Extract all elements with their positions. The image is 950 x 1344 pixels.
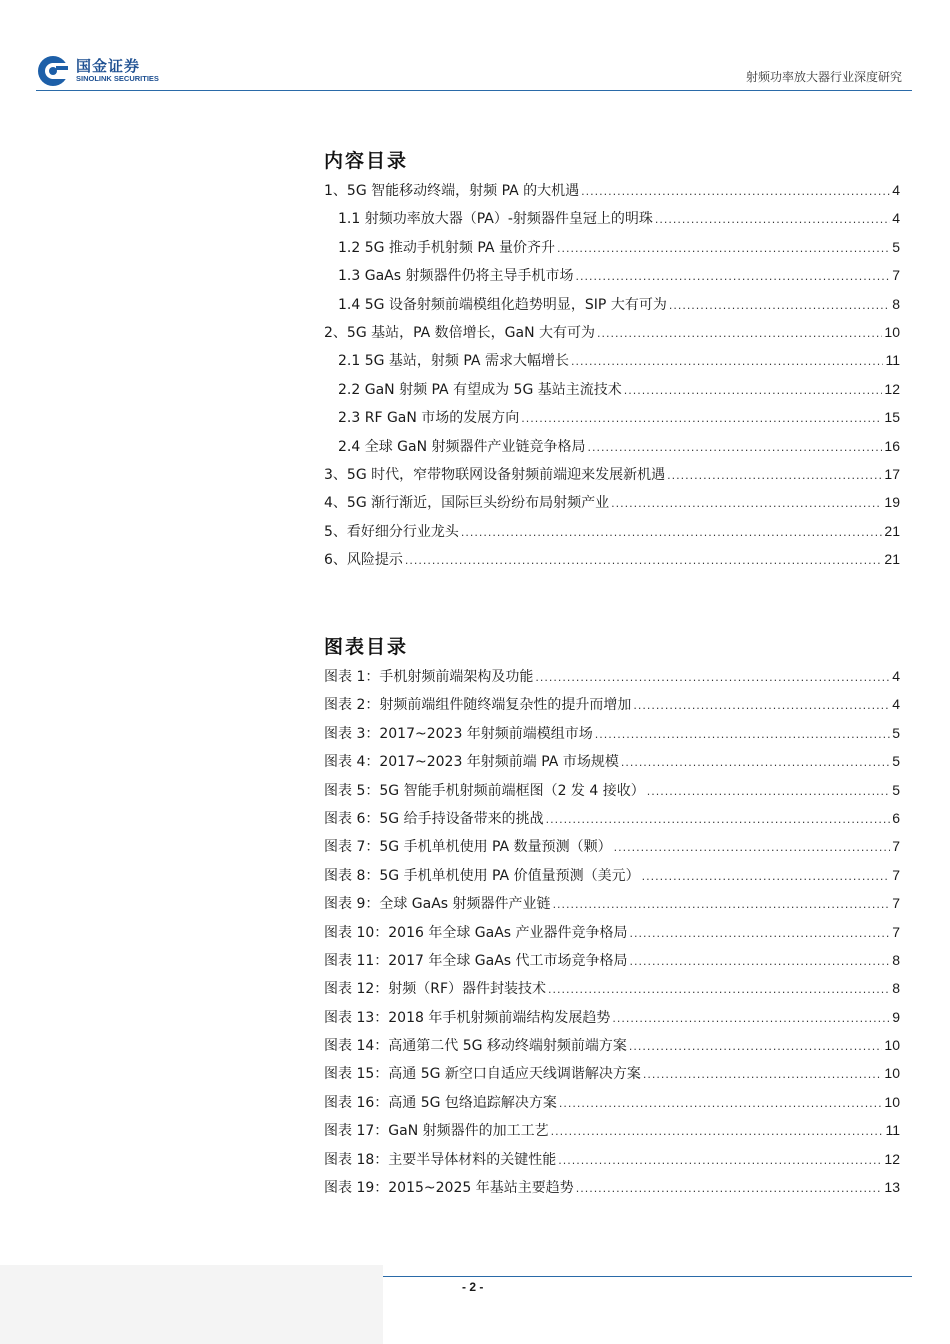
figure-entry-label: 图表 14：高通第二代 5G 移动终端射频前端方案 [324,1038,627,1055]
figure-entry-page: 7 [892,866,900,883]
toc-entry[interactable] [324,180,900,208]
dot-leader [647,785,890,798]
dot-leader [558,1154,882,1167]
toc-entry-label: 1、5G 智能移动终端，射频 PA 的大机遇 [324,183,580,199]
toc-entry[interactable] [324,208,900,236]
toc-entry-label: 1.1 射频功率放大器（PA）-射频器件皇冠上的明珠 [338,211,653,228]
dot-leader [588,441,883,454]
page-number: - 2 - [462,1280,484,1294]
toc-entry-page: 21 [884,551,900,568]
figure-entry[interactable] [324,836,900,864]
toc-entry-label: 2.4 全球 GaN 射频器件产业链竞争格局 [338,438,586,455]
figure-entry-page: 8 [892,951,900,968]
figure-entry-page: 6 [892,809,900,826]
dot-leader [630,927,891,940]
dot-leader [575,270,890,283]
list-of-figures [324,666,900,1205]
dot-leader [546,813,891,826]
toc-entry[interactable] [324,521,900,549]
dot-leader [551,1125,884,1138]
figure-entry-label: 图表 19：2015~2025 年基站主要趋势 [324,1180,574,1197]
dot-leader [535,671,890,684]
figure-entry-label: 图表 15：高通 5G 新空口自适应天线调谐解决方案 [324,1066,641,1083]
toc-entry-label: 3、5G 时代，窄带物联网设备射频前端迎来发展新机遇 [324,466,666,483]
figure-entry-page: 5 [892,781,900,798]
toc-entry-page: 10 [884,323,900,340]
figure-entry-label: 图表 2：射频前端组件随终端复杂性的提升而增加 [324,697,632,714]
figure-entry-label: 图表 13：2018 年手机射频前端结构发展趋势 [324,1009,611,1026]
toc-entry[interactable] [324,350,900,378]
dot-leader [612,1012,890,1025]
dot-leader [521,412,882,425]
toc-entry-page: 17 [884,465,900,482]
dot-leader [642,870,891,883]
figure-entry[interactable] [324,694,900,722]
toc-entry[interactable] [324,322,900,350]
dot-leader [559,1097,883,1110]
figure-entry[interactable] [324,1035,900,1063]
figure-entry-label: 图表 6：5G 给手持设备带来的挑战 [324,810,544,827]
figure-entry-page: 7 [892,923,900,940]
figure-entry[interactable] [324,751,900,779]
figure-entry-page: 5 [892,753,900,770]
toc-entry[interactable] [324,492,900,520]
toc-entry[interactable] [324,407,900,435]
toc-entry-page: 16 [884,437,900,454]
figure-entry[interactable] [324,1063,900,1091]
dot-leader [655,213,890,226]
dot-leader [553,898,891,911]
dot-leader [461,526,883,539]
toc-entry-label: 2.2 GaN 射频 PA 有望成为 5G 基站主流技术 [338,381,622,398]
figure-entry-label: 图表 5：5G 智能手机射频前端框图（2 发 4 接收） [324,782,645,799]
toc-entry-label: 2、5G 基站，PA 数倍增长，GaN 大有可为 [324,324,596,341]
figure-entry-page: 7 [892,895,900,912]
toc-entry-label: 1.3 GaAs 射频器件仍将主导手机市场 [338,268,574,285]
figure-entry-label: 图表 7：5G 手机单机使用 PA 数量预测（颗） [324,839,612,856]
figure-entry[interactable] [324,978,900,1006]
figure-entry-page: 8 [892,980,900,997]
figure-entry-page: 10 [884,1093,900,1110]
toc-entry-page: 4 [892,210,900,227]
figure-entry[interactable] [324,1149,900,1177]
figure-entry[interactable] [324,865,900,893]
report-title: 射频功率放大器行业深度研究 [745,70,902,84]
figure-entry[interactable] [324,950,900,978]
figure-entry-page: 11 [885,1122,900,1139]
toc-entry-page: 7 [892,267,900,284]
figure-entry-page: 4 [892,668,900,684]
figure-entry-page: 12 [884,1150,900,1167]
dot-leader [611,497,882,510]
toc-entry-page: 11 [885,352,900,369]
figure-entry-label: 图表 17：GaN 射频器件的加工工艺 [324,1123,549,1140]
figure-entry[interactable] [324,780,900,808]
toc-entry[interactable] [324,436,900,464]
dot-leader [621,756,890,769]
figure-entry-label: 图表 18：主要半导体材料的关键性能 [324,1151,557,1168]
dot-leader [571,355,884,368]
toc-entry-page: 4 [892,182,900,198]
dot-leader [629,1040,883,1053]
figure-entry[interactable] [324,1007,900,1035]
toc-entry-label: 4、5G 渐行渐近，国际巨头纷纷布局射频产业 [324,495,610,512]
footer-shade [0,1265,383,1344]
figure-entry[interactable] [324,1120,900,1148]
toc-entry[interactable] [324,549,900,577]
toc-entry-page: 21 [884,522,900,539]
logo-mark-icon [36,54,70,88]
figure-entry[interactable] [324,1177,900,1205]
dot-leader [576,1182,883,1195]
figure-entry-page: 5 [892,724,900,741]
figure-entry-label: 图表 1：手机射频前端架构及功能 [324,669,534,685]
figures-title: 图表目录 [324,636,409,658]
figure-entry-label: 图表 8：5G 手机单机使用 PA 价值量预测（美元） [324,867,640,884]
dot-leader [595,728,890,741]
figure-entry[interactable] [324,922,900,950]
page-header [36,54,912,92]
dot-leader [633,699,890,712]
figure-entry-label: 图表 4：2017~2023 年射频前端 PA 市场规模 [324,754,619,771]
toc-entry-label: 1.4 5G 设备射频前端模组化趋势明显，SIP 大有可为 [338,296,667,313]
toc-entry-label: 2.3 RF GaN 市场的发展方向 [338,410,520,427]
figure-entry-label: 图表 10：2016 年全球 GaAs 产业器件竞争格局 [324,924,628,941]
dot-leader [548,983,890,996]
toc-entry-page: 8 [892,295,900,312]
toc-entry[interactable] [324,379,900,407]
dot-leader [597,327,882,340]
footer-divider [383,1276,912,1277]
toc-entry-page: 19 [884,494,900,511]
figure-entry-label: 图表 16：高通 5G 包络追踪解决方案 [324,1094,557,1111]
dot-leader [405,554,883,567]
dot-leader [557,242,890,255]
figure-entry-label: 图表 9：全球 GaAs 射频器件产业链 [324,896,551,913]
dot-leader [669,299,890,312]
logo-chinese-name: 国金证券 [76,57,141,75]
toc-entry[interactable] [324,294,900,322]
toc-entry-page: 12 [884,380,900,397]
figure-entry[interactable] [324,893,900,921]
table-of-contents [324,180,900,577]
figure-entry[interactable] [324,808,900,836]
toc-entry-page: 5 [892,238,900,255]
toc-entry-label: 6、风险提示 [324,552,403,569]
figure-entry-label: 图表 3：2017~2023 年射频前端模组市场 [324,725,593,742]
header-divider [36,90,912,91]
toc-entry-page: 15 [884,409,900,426]
dot-leader [624,384,883,397]
figure-entry[interactable] [324,1092,900,1120]
figure-entry[interactable] [324,666,900,694]
figure-entry-page: 10 [884,1065,900,1082]
figure-entry-page: 4 [892,696,900,713]
toc-entry-label: 2.1 5G 基站，射频 PA 需求大幅增长 [338,353,569,370]
figure-entry-page: 13 [884,1179,900,1196]
figure-entry-page: 10 [884,1037,900,1054]
dot-leader [667,469,882,482]
toc-entry[interactable] [324,265,900,293]
figure-entry-page: 9 [892,1008,900,1025]
toc-entry-label: 5、看好细分行业龙头 [324,523,459,540]
dot-leader [614,841,891,854]
dot-leader [643,1068,883,1081]
toc-entry-label: 1.2 5G 推动手机射频 PA 量价齐升 [338,239,555,256]
toc-entry[interactable] [324,237,900,265]
toc-title: 内容目录 [324,150,409,172]
figure-entry-label: 图表 11：2017 年全球 GaAs 代工市场竞争格局 [324,952,628,969]
company-logo [36,54,159,88]
dot-leader [581,185,890,198]
figure-entry-label: 图表 12：射频（RF）器件封装技术 [324,981,547,998]
logo-english-name: SINOLINK SECURITIES [76,74,159,83]
toc-entry[interactable] [324,464,900,492]
dot-leader [630,955,891,968]
figure-entry[interactable] [324,723,900,751]
figure-entry-page: 7 [892,838,900,855]
